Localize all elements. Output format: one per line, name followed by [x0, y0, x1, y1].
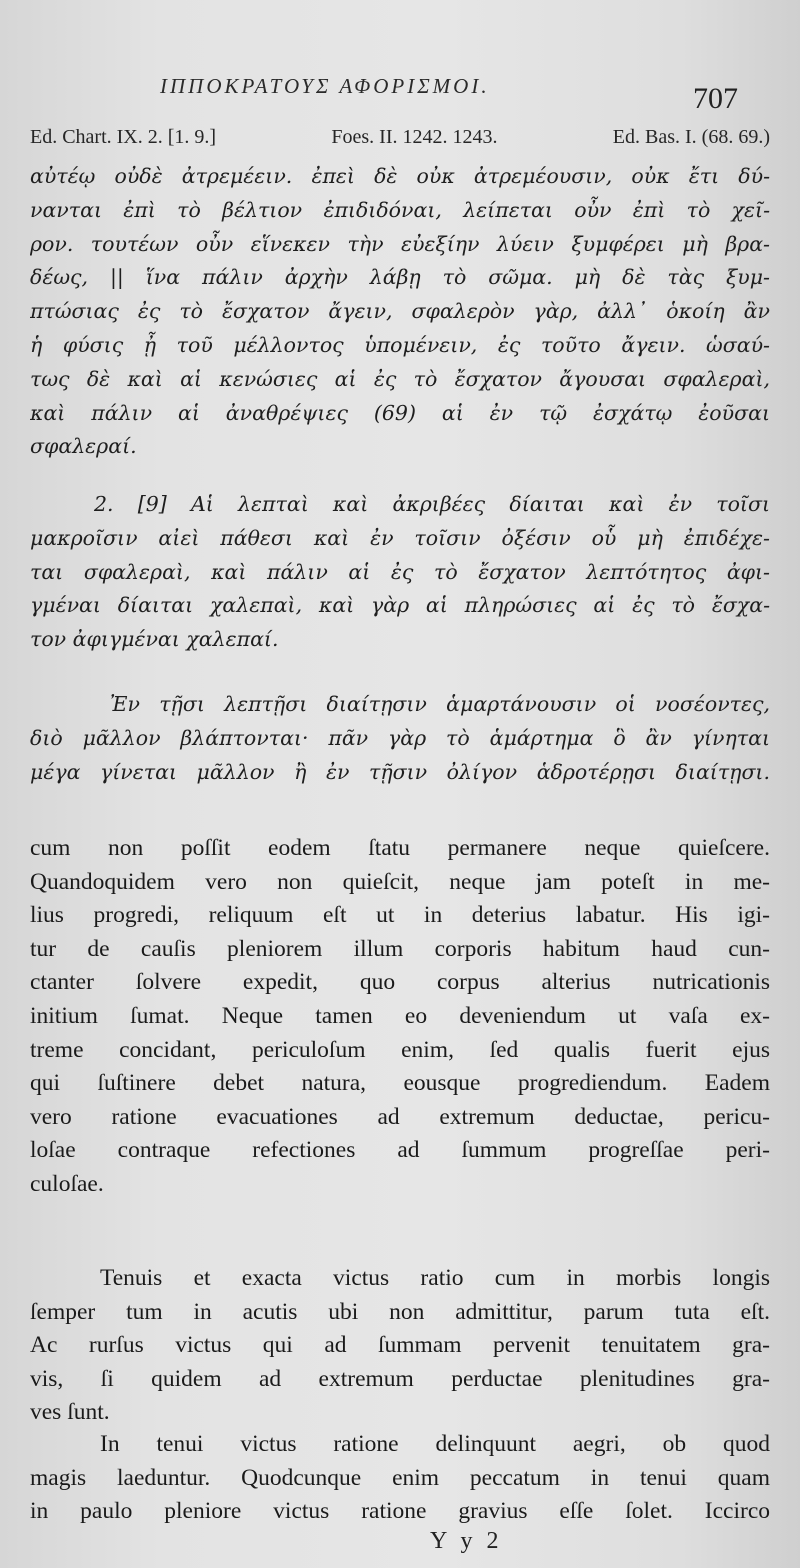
text-line: αὐτέῳ οὐδὲ ἀτρεμέειν. ἐπεὶ δὲ οὐκ ἀτρεμέουσιν, οὐκ ἔτι δύ-: [30, 164, 770, 188]
text-line: Tenuis et exacta victus ratio cum in morbis longis: [100, 1265, 770, 1291]
latin-paragraph: [30, 1428, 770, 1529]
greek-paragraph: [30, 688, 770, 789]
text-line: ſemper tum in acutis ubi non admittitur, parum tuta eſt.: [30, 1298, 770, 1325]
text-line: cum non poſſit eodem ſtatu permanere neque quieſcere.: [30, 835, 770, 861]
edition-ref-chartier: Ed. Chart. IX. 2. [1. 9.]: [30, 126, 217, 148]
text-line: lius progredi, reliquum eſt ut in deterius labatur. His igi-: [30, 902, 770, 929]
text-line: vis, ſi quidem ad extremum perductae plenitudines gra-: [30, 1365, 770, 1392]
page-number: 707: [693, 82, 738, 115]
aphorism-opening-line: 2. [9] Αἱ λεπταὶ καὶ ἀκριβέες δίαιται καὶ ἐν τοῖσι: [94, 492, 770, 516]
text-line: μακροῖσιν αἰεὶ πάθεσι καὶ ἐν τοῖσιν ὀξέσιν οὗ μὴ ἐπιδέχε-: [30, 525, 770, 550]
text-line: Quandoquidem vero non quieſcit, neque jam poteſt in me-: [30, 868, 770, 895]
text-line: ἡ φύσις ᾖ τοῦ μέλλοντος ὑπομένειν, ἐς τοῦτο ἄγειν. ὡσαύ-: [30, 332, 770, 357]
text-line: culoſae.: [30, 1170, 104, 1197]
text-line: In tenui victus ratione delinquunt aegri, ob quod: [100, 1431, 770, 1457]
greek-aphorism-2: [30, 488, 770, 657]
text-line: διὸ μᾶλλον βλάπτονται· πᾶν γὰρ τὸ ἁμάρτημα ὃ ἂν γίνηται: [30, 725, 770, 750]
text-line: magis laeduntur. Quodcunque enim peccatum in tenui quam: [30, 1464, 770, 1491]
text-line: ρον. τουτέων οὖν εἵνεκεν τὴν εὐεξίην λύειν ξυμφέρει μὴ βρα-: [30, 231, 770, 256]
latin-translation-block: [30, 832, 770, 1202]
printer-signature-mark: Y y 2: [430, 1528, 503, 1554]
text-line: νανται ἐπὶ τὸ βέλτιον ἐπιδιδόναι, λείπεται οὖν ἐπὶ τὸ χεῖ-: [30, 197, 770, 222]
text-line: γμέναι δίαιται χαλεπαὶ, καὶ γὰρ αἱ πληρώσιες αἱ ἐς τὸ ἔσχα-: [30, 593, 770, 618]
text-line: initium ſumat. Neque tamen eo deveniendum ut vaſa ex-: [30, 1002, 770, 1029]
running-title: ΙΠΠΟΚΡΑΤΟΥΣ ΑΦΟΡΙΣΜΟΙ.: [160, 74, 490, 98]
text-line: καὶ πάλιν αἱ ἀναθρέψιες (69) αἱ ἐν τῷ ἐσχάτῳ ἐοῦσαι: [30, 400, 770, 425]
text-line: ται σφαλεραὶ, καὶ πάλιν αἱ ἐς τὸ ἔσχατον λεπτότητος ἀφι-: [30, 559, 770, 584]
edition-ref-foesius: Foes. II. 1242. 1243.: [331, 126, 498, 148]
text-line: τον ἀφιγμέναι χαλεπαί.: [30, 627, 279, 652]
text-line: loſae contraque refectiones ad ſummum progreſſae peri-: [30, 1137, 770, 1164]
text-line: in paulo pleniore victus ratione gravius eſſe ſolet. Iccirco: [30, 1498, 770, 1525]
text-line: tur de cauſis pleniorem illum corporis habitum haud cun-: [30, 935, 770, 962]
edition-references: [30, 126, 770, 149]
text-line: τως δὲ καὶ αἱ κενώσιες αἱ ἐς τὸ ἔσχατον ἄγουσαι σφαλεραὶ,: [30, 366, 770, 391]
text-line: Ac rurſus victus qui ad ſummam pervenit tenuitatem gra-: [30, 1332, 770, 1359]
text-line: qui ſuſtinere debet natura, eousque progrediendum. Eadem: [30, 1070, 770, 1097]
text-line: μέγα γίνεται μᾶλλον ἢ ἐν τῇσιν ὀλίγον ἁδροτέρῃσι διαίτῃσι.: [30, 759, 770, 784]
text-line: Ἐν τῇσι λεπτῇσι διαίτῃσιν ἁμαρτάνουσιν οἱ νοσέοντες,: [110, 692, 770, 716]
latin-aphorism-2: [30, 1262, 770, 1430]
text-line: treme concidant, periculoſum enim, ſed qualis fuerit ejus: [30, 1036, 770, 1063]
text-line: vero ratione evacuationes ad extremum deductae, pericu-: [30, 1103, 770, 1130]
text-line: ctanter ſolvere expedit, quo corpus alterius nutricationis: [30, 969, 770, 996]
edition-ref-basel: Ed. Bas. I. (68. 69.): [612, 126, 770, 148]
text-line: πτώσιας ἐς τὸ ἔσχατον ἄγειν, σφαλερὸν γὰρ, ἀλλ᾽ ὁκοίη ἂν: [30, 299, 770, 324]
text-line: σφαλεραί.: [30, 434, 137, 459]
greek-text-block: [30, 160, 770, 464]
text-line: ves ſunt.: [30, 1399, 110, 1426]
text-line: δέως, || ἵνα πάλιν ἀρχὴν λάβῃ τὸ σῶμα. μὴ δὲ τὰς ξυμ-: [30, 265, 770, 290]
